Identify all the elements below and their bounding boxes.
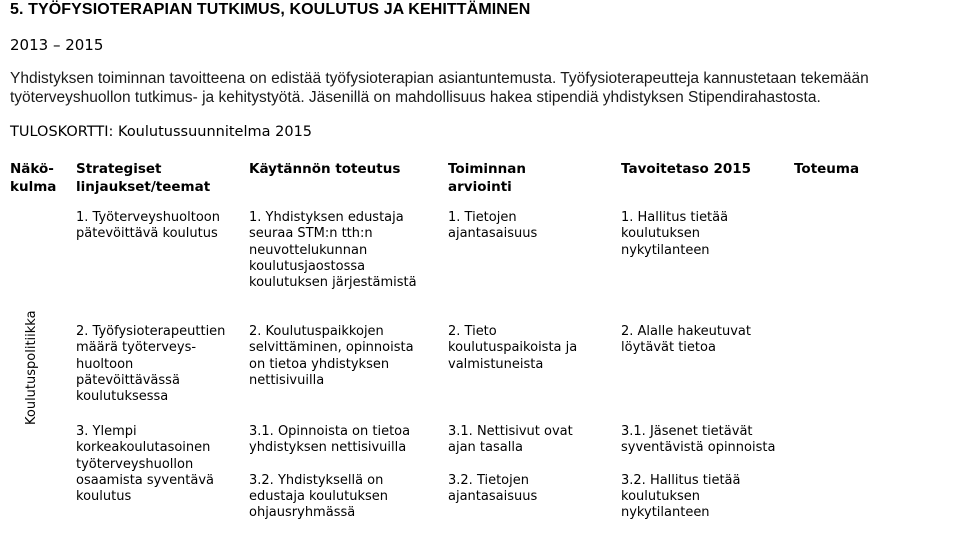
cell-line: löytävät tietoa (621, 340, 716, 356)
header-implementation: Käytännön toteutus (249, 161, 401, 177)
cell-line: seuraa STM:n tth:n (249, 226, 373, 242)
table-cell-theme (76, 324, 241, 405)
cell-line: 1. Yhdistyksen edustaja (249, 210, 404, 225)
cell-line: 2. Työfysioterapeuttien (76, 324, 226, 339)
cell-line: pätevöittävässä (76, 372, 180, 388)
cell-line: koulutuspaikoista ja (448, 340, 578, 356)
cell-line: 2. Alalle hakeutuvat (621, 324, 751, 339)
cell-line: syventävistä opinnoista (621, 440, 776, 456)
table-cell-theme (76, 210, 241, 243)
cell-line: huoltoon (76, 356, 134, 372)
cell-line: koulutuksen järjestämistä (249, 275, 417, 291)
cell-line: yhdistyksen nettisivuilla (249, 440, 407, 456)
cell-line: ajantasaisuus (448, 226, 538, 242)
cell-line: koulutus (76, 489, 132, 505)
cell-line: 2. Tieto (448, 324, 497, 339)
header-strategic-themes: Strategiset linjaukset/teemat (76, 161, 211, 195)
cell-line: 1. Hallitus tietää (621, 210, 729, 225)
cell-line: 3. Ylempi (76, 424, 137, 439)
header-evaluation: Toiminnan arviointi (448, 161, 526, 195)
cell-line: pätevöittävä koulutus (76, 226, 218, 242)
table-cell-target (621, 424, 786, 522)
cell-line: on tietoa yhdistyksen (249, 356, 390, 372)
cell-line (621, 457, 786, 473)
cell-line: selvittäminen, opinnoista (249, 340, 414, 356)
intro-line: Yhdistyksen toiminnan tavoitteena on edistää työfysioterapian asiantuntemusta. Työfysioterapeutteja kannustetaan tekemään (10, 70, 869, 87)
intro-paragraph (10, 69, 955, 107)
cell-line: ohjausryhmässä (249, 505, 356, 521)
cell-line: neuvottelukunnan (249, 242, 368, 258)
cell-line: koulutuksen (621, 226, 700, 242)
table-cell-theme (76, 424, 241, 505)
table-cell-target (621, 324, 786, 357)
cell-line: 3.2. Tietojen (448, 472, 529, 488)
cell-line: ajan tasalla (448, 440, 523, 456)
cell-line: koulutuksessa (76, 389, 169, 405)
header-perspective: Näkö- kulma (10, 161, 57, 195)
scorecard-title: TULOSKORTTI: Koulutussuunnitelma 2015 (10, 124, 313, 140)
intro-line: työterveyshuollon tutkimus- ja kehitystyötä. Jäsenillä on mahdollisuus hakea stipendiä yhdistyksen Stipendirahastosta. (10, 89, 821, 106)
cell-line (249, 457, 439, 473)
cell-line: 3.1. Opinnoista on tietoa (249, 424, 411, 439)
header-outcome: Toteuma (794, 161, 860, 177)
cell-line: 2. Koulutuspaikkojen (249, 324, 384, 339)
table-cell-target (621, 210, 786, 259)
section-heading: 5. TYÖFYSIOTERAPIAN TUTKIMUS, KOULUTUS JA KEHITTÄMINEN (10, 1, 531, 18)
cell-line: työterveyshuollon (76, 456, 194, 472)
period-years: 2013 – 2015 (10, 36, 104, 54)
cell-line: nettisivuilla (249, 372, 325, 388)
cell-line: edustaja koulutuksen (249, 489, 389, 505)
cell-line: koulutuksen (621, 489, 700, 505)
cell-line: koulutusjaostossa (249, 258, 366, 274)
cell-line (448, 457, 608, 473)
perspective-label: Koulutuspolitiikka (24, 310, 39, 425)
header-target-level: Tavoitetaso 2015 (621, 161, 752, 177)
cell-line: korkeakoulutasoinen (76, 440, 211, 456)
cell-line: määrä työterveys- (76, 340, 197, 356)
cell-line: 3.2. Hallitus tietää (621, 472, 741, 488)
table-cell-action (249, 324, 439, 389)
cell-line: 3.2. Yhdistyksellä on (249, 472, 384, 488)
table-cell-evaluation (448, 210, 608, 243)
cell-line: ajantasaisuus (448, 489, 538, 505)
cell-line: osaamista syventävä (76, 472, 215, 488)
cell-line: valmistuneista (448, 356, 544, 372)
cell-line: nykytilanteen (621, 505, 710, 521)
cell-line: 3.1. Nettisivut ovat (448, 424, 573, 439)
table-cell-action (249, 424, 439, 522)
cell-line: nykytilanteen (621, 242, 710, 258)
cell-line: 1. Työterveyshuoltoon (76, 210, 220, 225)
cell-line: 1. Tietojen (448, 210, 517, 225)
table-cell-evaluation (448, 424, 608, 505)
table-cell-action (249, 210, 439, 291)
cell-line: 3.1. Jäsenet tietävät (621, 424, 753, 439)
table-cell-evaluation (448, 324, 608, 373)
